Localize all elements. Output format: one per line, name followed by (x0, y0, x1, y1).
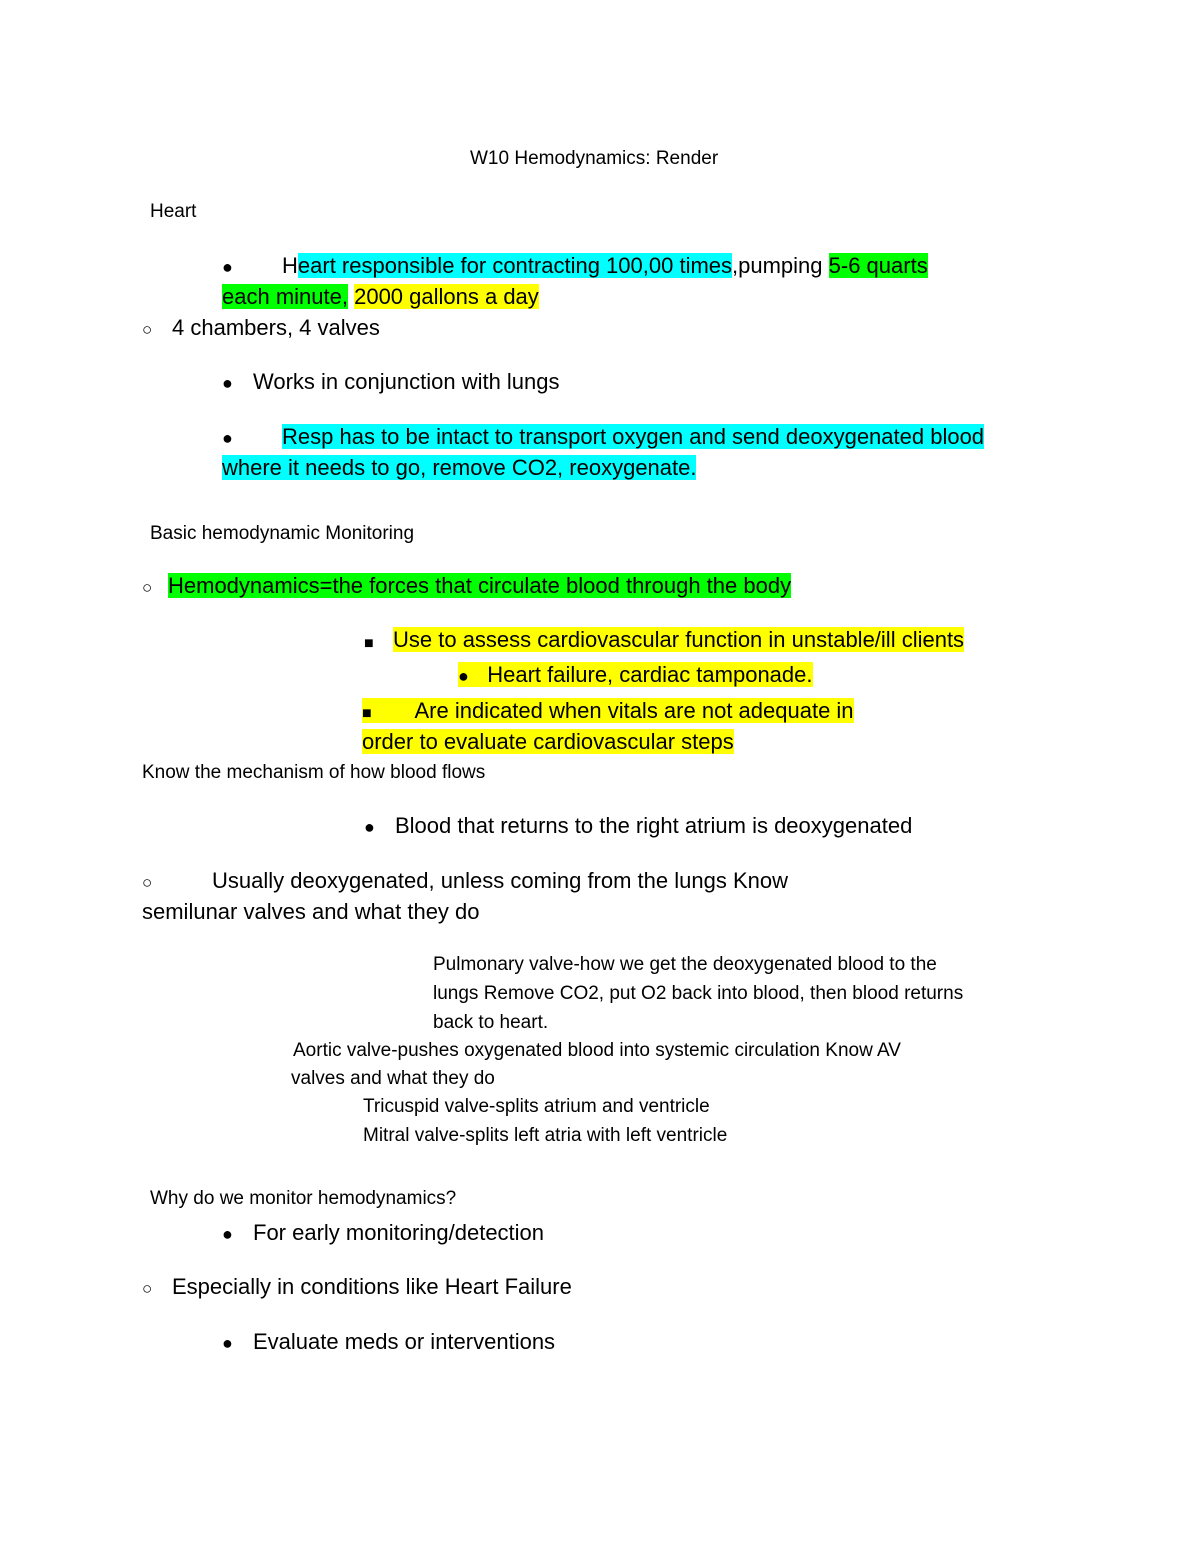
examples-text: Heart failure, cardiac tamponade. (487, 662, 813, 687)
heart-highlight-green-2: each minute, (222, 284, 348, 309)
resp-line1 (282, 426, 984, 448)
circle-bullet-icon (142, 873, 152, 891)
heart-highlight-yellow: 2000 gallons a day (354, 284, 539, 309)
use-highlight: Use to assess cardiovascular function in unstable/ill clients (393, 627, 965, 652)
circle-bullet-icon (142, 578, 152, 596)
pulmonary-line1: Pulmonary valve-how we get the deoxygenated blood to the (433, 954, 937, 975)
indicated-line1 (362, 700, 854, 722)
bullet-icon (222, 1334, 233, 1352)
section-heading-monitoring: Basic hemodynamic Monitoring (150, 523, 415, 544)
aortic-line2: valves and what they do (291, 1068, 495, 1089)
square-bullet-icon (364, 633, 374, 652)
heart-text-mid: ,pumping (732, 253, 829, 278)
right-atrium-text: Blood that returns to the right atrium is deoxygenated (395, 813, 913, 838)
heart-highlight-cyan: eart responsible for contracting 100,00 times (297, 253, 733, 278)
heart-highlight-green-1: 5-6 quarts (828, 253, 928, 278)
section-heading-flow: Know the mechanism of how blood flows (142, 762, 486, 783)
resp-highlight-1: Resp has to be intact to transport oxygen and send deoxygenated blood (282, 424, 985, 449)
square-bullet-icon (362, 705, 372, 722)
pulmonary-line3: back to heart. (433, 1012, 549, 1033)
mitral-text: Mitral valve-splits left atria with left ventricle (363, 1125, 728, 1146)
section-heading-why: Why do we monitor hemodynamics? (150, 1188, 457, 1209)
heart-bullet-line1 (282, 255, 928, 277)
meds-text: Evaluate meds or interventions (253, 1329, 556, 1354)
examples-line (458, 664, 813, 686)
usually-line2: semilunar valves and what they do (142, 899, 480, 924)
indicated-highlight-2: order to evaluate cardiovascular steps (362, 729, 734, 754)
early-text: For early monitoring/detection (253, 1220, 545, 1245)
indicated-line2 (362, 731, 734, 753)
resp-highlight-2: where it needs to go, remove CO2, reoxygenate. (222, 455, 697, 480)
pulmonary-line2: lungs Remove CO2, put O2 back into blood, then blood returns (433, 983, 964, 1004)
indicated-highlight-1 (362, 698, 854, 723)
bullet-icon (364, 818, 375, 836)
bullet-icon (222, 258, 233, 276)
tricuspid-text: Tricuspid valve-splits atrium and ventricle (363, 1096, 710, 1117)
bullet-icon (458, 666, 469, 686)
lungs-text: Works in conjunction with lungs (253, 369, 560, 394)
bullet-icon (222, 374, 233, 392)
circle-bullet-icon (142, 320, 152, 338)
definition-highlight: Hemodynamics=the forces that circulate blood through the body (168, 573, 792, 598)
chambers-text: 4 chambers, 4 valves (172, 315, 380, 340)
bullet-icon (222, 1225, 233, 1243)
resp-line2 (222, 457, 696, 479)
section-heading-heart: Heart (150, 201, 197, 222)
aortic-line1: Aortic valve-pushes oxygenated blood into systemic circulation Know AV (293, 1040, 901, 1061)
heart-text-pre: H (282, 253, 298, 278)
page-title: W10 Hemodynamics: Render (470, 148, 719, 169)
bullet-icon (222, 429, 233, 447)
circle-bullet-icon (142, 1279, 152, 1297)
hf-text: Especially in conditions like Heart Failure (172, 1274, 572, 1299)
usually-line1: Usually deoxygenated, unless coming from the lungs Know (212, 868, 788, 893)
heart-bullet-line2 (222, 286, 539, 308)
indicated-text-1: Are indicated when vitals are not adequate in (414, 698, 854, 723)
examples-highlight (458, 662, 813, 687)
use-line (393, 629, 964, 651)
definition-line (168, 575, 791, 597)
